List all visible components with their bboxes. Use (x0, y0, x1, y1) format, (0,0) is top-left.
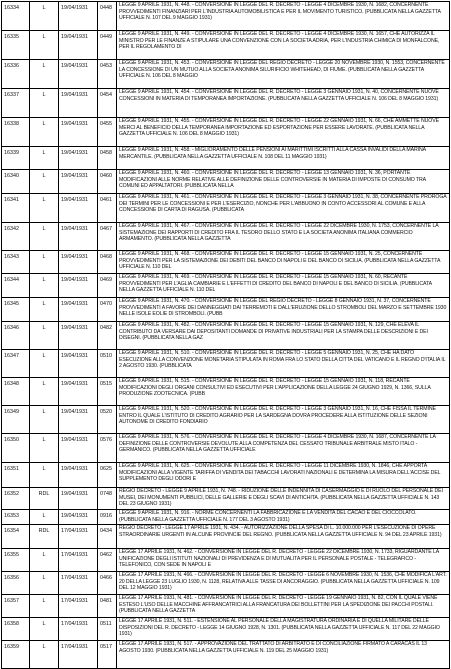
act-date: 19/04/1931 (59, 2, 98, 31)
act-description: REGIO DECRETO - LEGGE 9 APRILE 1931, N. 748. - RIDUZIONE DELLE INDENNITA DI CASERMAGGIO E DI RUOLO DEL PERSONALE DEI MUSEI, DEI MONUMENTI PUBBLICI, DELLE GALLERIE E DEGLI SCAVI DI ANTICHITA. (PUBBLICATA NELLA GAZZETTA UFFICIALE N. 143 DEL 23 GIUGNO 1931) (117, 488, 450, 510)
act-type: L (30, 89, 59, 118)
act-code: 0520 (98, 406, 117, 434)
act-description: LEGGE 9 APRILE 1931, N. 625. - CONVERSIONE IN LEGGE DEL R. DECRETO - LEGGE 11 DICEMBRE 1930, N. 1846, CHE APPORTA MODIFICAZIONI ALLA VIGENTE TARIFFA DI VENDITA DEI TABACCHI LAVORATI NAZIONALI E DETERMINA LA MISURA DELL'ACCISE DEL SUPPLEMENTO DEGLI ODORI E (117, 463, 450, 488)
table-row (2, 618, 450, 641)
act-type: L (30, 60, 59, 89)
table-row (2, 549, 450, 572)
act-description: LEGGE 9 APRILE 1931, N. 469. - CONVERSIONE IN LEGGE DEL R. DECRETO - LEGGE 15 GENNAIO 1931, N. 60, RECANTE PROVVEDIMENTI PER L'AGLIA CAMBIARIE E L'EFFETTI DI CREDITO DEL BANCO DI NAPOLI E DEL BANCO DI SICILIA. (PUBBLICATA NELLA GAZZETTA UFFICIALE N. 110 DEL (117, 274, 450, 298)
act-type: L (30, 434, 59, 463)
record-number: 16343 (2, 251, 30, 274)
act-date: 17/04/1931 (59, 641, 98, 669)
act-description: LEGGE 9 APRILE 1931, N. 460. - CONVERSIONE IN LEGGE DEL R. DECRETO - LEGGE 13 GENNAIO 1931, N. 36, PORTANTE MODIFICAZIONI ALLE NORME RELATIVE ALLE DEFINIZIONE DELLE CONTROVERSIE IN MATERIA DI IMPOSTE DI CONSUMO TRA COMUNI ED APPALTATORI. (PUBBLICATA NELLA (117, 170, 450, 194)
record-number: 16335 (2, 31, 30, 60)
table-row (2, 31, 450, 60)
record-number: 16356 (2, 572, 30, 595)
record-number: 16355 (2, 549, 30, 572)
act-date: 17/04/1931 (59, 595, 98, 618)
act-type: L (30, 274, 59, 298)
act-date: 19/04/1931 (59, 118, 98, 147)
act-code: 0462 (98, 549, 117, 572)
record-number: 16346 (2, 322, 30, 350)
act-type: L (30, 641, 59, 669)
act-code: 0455 (98, 118, 117, 147)
table-row (2, 274, 450, 298)
record-number: 16358 (2, 618, 30, 641)
act-description: LEGGE 9 APRILE 1931, N. 520. - CONVERSIONE IN LEGGE DEL R. DECRETO - LEGGE 3 GENNAIO 1931, N. 16, CHE FISSA IL TERMINE ENTRO IL QUALE L'ISTITUTO DI CREDITO AGRARIO PER LA SARDEGNA DOVRA PROCEDERE ALLA ISTITUZIONE DELLE SEZIONI AUTONOME DI CREDITO FONDIARIO (117, 406, 450, 434)
act-type: RDL (30, 488, 59, 510)
act-code: 0453 (98, 60, 117, 89)
record-number: 16341 (2, 194, 30, 223)
act-date: 19/04/1931 (59, 274, 98, 298)
act-date: 19/04/1931 (59, 434, 98, 463)
record-number: 16350 (2, 434, 30, 463)
act-date: 19/04/1931 (59, 31, 98, 60)
act-code: 0515 (98, 378, 117, 406)
act-type: RDL (30, 525, 59, 549)
act-date: 17/04/1931 (59, 618, 98, 641)
act-code: 0517 (98, 641, 117, 669)
act-description: LEGGE 17 APRILE 1931, N. 517. - APPROVAZIONE DEL TRATTATO DI ARBITRATO E DI CONCILIAZIONE FIRMATO A CARACAS IL 13 AGOSTO 1930. (PUBBLICATA NELLA GAZZETTA UFFICIALE N. 119 DEL 25 MAGGIO 1931) (117, 641, 450, 669)
act-date: 19/04/1931 (59, 463, 98, 488)
act-date: 19/04/1931 (59, 350, 98, 378)
record-number: 16348 (2, 378, 30, 406)
act-code: 0482 (98, 322, 117, 350)
record-number: 16345 (2, 298, 30, 322)
act-description: LEGGE 9 APRILE 1931, N. 515. - CONVERSIONE IN LEGGE DEL R. DECRETO - LEGGE 15 GENNAIO 1931, N. 118, RECANTE MODIFICAZIONI DEGLI ORGANI CONSULTIVI ED ESECUTIVI PER L'APPLICAZIONE DELLA LEGGE 24 GIUGNO 1929, N. 1366, SULLA PRODUZIONE ZOOTECNICA. (PUBB (117, 378, 450, 406)
table-body (2, 2, 450, 669)
act-code: 0448 (98, 2, 117, 31)
act-date: 17/04/1931 (59, 549, 98, 572)
act-description: LEGGE 9 APRILE 1931, N. 461. - CONVERSIONE IN LEGGE DEL R. DECRETO - LEGGE 3 GENNAIO 1931, N. 38, CONCERNENTE PROROGA DEI TERMINI PER LE CONCESSIONI E PER L'ESERCIZIO, NONCHE PER L'ABBUONO IN CONTO ACCESSORI AL COMUNE E ALLA CONCESSIONE DI CARTA DI RAGUSA. (PUBBLICATA (117, 194, 450, 223)
record-number: 16353 (2, 510, 30, 525)
act-code: 0481 (98, 595, 117, 618)
record-number: 16352 (2, 488, 30, 510)
act-description: LEGGE 9 APRILE 1931, N. 454. - CONVERSIONE IN LEGGE DEL R. DECRETO - LEGGE 3 GENNAIO 1931, N. 40, CONCERNENTE NUOVE CONCESSIONI IN MATERIA DI TEMPORANEA IMPORTAZIONE. (PUBBLICATA NELLA GAZZETTA UFFICIALE N. 106 DEL 8 MAGGIO 1931) (117, 89, 450, 118)
act-date: 19/04/1931 (59, 298, 98, 322)
act-description: REGIO DECRETO - LEGGE 17 APRILE 1931, N. 434. - AUTORIZZAZIONE DELLA SPESA DI L. 10.000.000 PER L'ESECUZIONE DI OPERE STRAORDINARIE URGENTI IN ALCUNE PROVINCIE DEL REGNO. (PUBBLICATA NELLA GAZZETTA UFFICIALE N. 94 DEL 23 APRILE 1931) (117, 525, 450, 549)
act-date: 19/04/1931 (59, 89, 98, 118)
table-row (2, 510, 450, 525)
act-description: LEGGE 9 APRILE 1931, N. 510. - CONVERSIONE IN LEGGE DEL R. DECRETO - LEGGE 5 GENNAIO 1931, N. 25, CHE HA DATO ESECUZIONE ALLA CONVENZIONE MONETARIA STIPULATA IN ROMA FRA LO STATO DELLA CITTA DEL VATICANO E IL REGNO D'ITALIA IL 2 AGOSTO 1930. (PUBBLICATA (117, 350, 450, 378)
table-row (2, 223, 450, 251)
table-row (2, 170, 450, 194)
act-description: LEGGE 9 APRILE 1931, N. 453. - CONVERSIONE IN LEGGE DEL REGIO DECRETO - LEGGE 20 NOVEMBRE 1930, N. 1553, CONCERNENTE LA CONCESSIONE DI UN MUTUO ALLA SOCIETA ANONIMA SILURIFICIO WHITEHEAD, DI FIUME. (PUBBLICATA NELLA GAZZETTA UFFICIALE N. 106 DEL 8 MAGGIO (117, 60, 450, 89)
act-date: 19/04/1931 (59, 194, 98, 223)
act-type: L (30, 251, 59, 274)
table-row (2, 2, 450, 31)
act-code: 0468 (98, 251, 117, 274)
act-description: LEGGE 9 APRILE 1931, N. 916. - NORME CONCERNENTI LA FABBRICAZIONE E LA VENDITA DEL CACAO E DEL CIOCCOLATO. (PUBBLICATA NELLA GAZZETTA UFFICIALE N. 177 DEL 3 AGOSTO 1931) (117, 510, 450, 525)
table-row (2, 60, 450, 89)
table-row (2, 378, 450, 406)
act-type: L (30, 298, 59, 322)
act-type: L (30, 147, 59, 170)
act-type: L (30, 31, 59, 60)
act-description: LEGGE 17 APRILE 1931, N. 511. - ESTENSIONE AL PERSONALE DELLA MAGISTRATURA ORDINARIA E DI QUELLA MILITARE DELLE DISPOSIZIONI DEL R. DECRETO - LEGGE 14 GIUGNO 1928, N. 1301. (PUBBLICATA NELLA GAZZETTA UFFICIALE N. 117 DEL 22 MAGGIO 1931) (117, 618, 450, 641)
act-description: LEGGE 9 APRILE 1931, N. 470. - CONVERSIONE IN LEGGE DEL REGIO DECRETO - LEGGE 8 GENNAIO 1931, N. 37, CONCERNENTE PROVVEDIMENTI A FAVORE DEI DANNEGGIATI DAI TERREMOTI E DALL'ERUZIONE DELLO STROMBOLI DEL MARZO E SETTEMBRE 1930 NELLE ISOLE EOLIE DI STROMBOLI. (PUBB (117, 298, 450, 322)
record-number: 16340 (2, 170, 30, 194)
act-date: 19/04/1931 (59, 147, 98, 170)
act-type: L (30, 572, 59, 595)
act-type: L (30, 406, 59, 434)
record-number: 16351 (2, 463, 30, 488)
act-date: 19/04/1931 (59, 510, 98, 525)
record-number: 16336 (2, 60, 30, 89)
act-code: 0916 (98, 510, 117, 525)
act-description: LEGGE 9 APRILE 1931, N. 455. - CONVERSIONE IN LEGGE DEL R. DECRETO - LEGGE 22 GENNAIO 1931, N. 66, CHE AMMETTE NUOVE MERCI AL BENEFICIO DELLA TEMPORANEA IMPORTAZIONE ED ESPORTAZIONE PER ESSERE LAVORATE. (PUBBLICATA NELLA GAZZETTA UFFICIALE N. 106 DEL 8 MAGGIO 1931) (117, 118, 450, 147)
act-code: 0510 (98, 350, 117, 378)
act-description: LEGGE 17 APRILE 1931, N. 462. - CONVERSIONE IN LEGGE DEL R. DECRETO - LEGGE 22 DICEMBRE 1930, N. 1733, RIGUARDANTE LA UNIFICAZIONE DEGLI ISTITUTI NAZIONALI DI PREVIDENZA E DI MUTUALITA PER IL PERSONALE POSTALE - TELEGRAFICO - TELEFONICO, CON SEDE IN NAPOLI E (117, 549, 450, 572)
act-date: 19/04/1931 (59, 322, 98, 350)
act-code: 0625 (98, 463, 117, 488)
act-type: L (30, 322, 59, 350)
legislation-index-table (1, 1, 450, 669)
record-number: 16337 (2, 89, 30, 118)
act-description: LEGGE 17 APRILE 1931, N. 466. - CONVERSIONE IN LEGGE DEL R. DECRETO - LEGGE 6 NOVEMBRE 1930, N. 1536, CHE MODIFICA L'ART. 20 DELLA LEGGE 23 LUGLIO 1930, N. 1128, RELATIVA ALLE TASSE DI ANCORAGGIO. (PUBBLICATA NELLA GAZZETTA UFFICIALE N. 109 DEL 12 MAGGIO 1931) (117, 572, 450, 595)
act-code: 0460 (98, 170, 117, 194)
record-number: 16339 (2, 147, 30, 170)
act-date: 19/04/1931 (59, 378, 98, 406)
record-number: 16334 (2, 2, 30, 31)
table-row (2, 406, 450, 434)
act-code: 0461 (98, 194, 117, 223)
act-code: 0449 (98, 31, 117, 60)
record-number: 16347 (2, 350, 30, 378)
table-row (2, 194, 450, 223)
act-code: 0511 (98, 618, 117, 641)
act-type: L (30, 618, 59, 641)
act-code: 0467 (98, 223, 117, 251)
table-row (2, 118, 450, 147)
table-row (2, 251, 450, 274)
act-description: LEGGE 17 APRILE 1931, N. 481. - CONVERSIONE IN LEGGE DEL R. DECRETO - LEGGE 19 GENNAIO 1931, N. 82, CON IL QUALE VIENE ESTESO L'USO DELLE MACCHINE AFFRANCATRICI ALLA FRANCATURA DEI BOLLETTINI PER LA SPEDIZIONE DEI PACCHI POSTALI. (PUBBLICATA NELLA GAZZETTA (117, 595, 450, 618)
act-description: LEGGE 9 APRILE 1931, N. 576. - CONVERSIONE IN LEGGE DEL R. DECRETO - LEGGE 4 DICEMBRE 1930, N. 1687, CONCERNENTE LA DEFINIZIONE DELLE CONTROVERSIE DEVOLUTE ALLA COMPETENZA DEL CESSATO TRIBUNALE ARBITRALE MISTO ITALO - GERMANICO. (PUBBLICATA NELLA GAZZETTA UFFICIALE (117, 434, 450, 463)
act-date: 19/04/1931 (59, 223, 98, 251)
table-row (2, 89, 450, 118)
act-type: L (30, 118, 59, 147)
table-row (2, 572, 450, 595)
act-date: 19/04/1931 (59, 60, 98, 89)
table-row (2, 322, 450, 350)
act-code: 0454 (98, 89, 117, 118)
table-row (2, 488, 450, 510)
act-type: L (30, 2, 59, 31)
act-code: 0458 (98, 147, 117, 170)
record-number: 16354 (2, 525, 30, 549)
table-row (2, 641, 450, 669)
act-type: L (30, 350, 59, 378)
table-row (2, 298, 450, 322)
act-type: L (30, 510, 59, 525)
act-type: L (30, 463, 59, 488)
act-type: L (30, 549, 59, 572)
act-description: LEGGE 9 APRILE 1931, N. 448. - CONVERSIONE IN LEGGE DEL R. DECRETO - LEGGE 4 DICEMBRE 1930, N. 1682, CONCERNENTE PROVVEDIMENTI FINANZIARI PER L'INDUSTRIA AUTOMOBILISTICA E PER IL MOVIMENTO TURISTICO. (PUBBLICATA NELLA GAZZETTA UFFICIALE N. 107 DEL 9 MAGGIO 1931) (117, 2, 450, 31)
act-description: LEGGE 9 APRILE 1931, N. 449. - CONVERSIONE IN LEGGE DEL R. DECRETO - LEGGE 4 DICEMBRE 1930, N. 1657, CHE AUTORIZZA IL MINISTRO PER LE FINANZE A STIPULARE UNA CONVENZIONE CON LA SOCIETA ADRIA, PER L'INDUSTRIA CHIMICA DI MONFALCONE, PER IL REGOLAMENTO DI (117, 31, 450, 60)
table-row (2, 463, 450, 488)
act-code: 0469 (98, 274, 117, 298)
act-date: 17/04/1931 (59, 525, 98, 549)
record-number: 16338 (2, 118, 30, 147)
act-code: 0434 (98, 525, 117, 549)
record-number: 16342 (2, 223, 30, 251)
act-description: LEGGE 9 APRILE 1931, N. 468. - CONVERSIONE IN LEGGE DEL R. DECRETO - LEGGE 15 GENNAIO 1931, N. 25, CONCERNENTE PROVVEDIMENTI PER LA SISTEMAZIONE DEI DEBITI DEL BANCO DI NAPOLI E DEL BANCO DI SICILIA. (PUBBLICATA NELLA GAZZETTA UFFICIALE N. 110 DEL (117, 251, 450, 274)
act-date: 19/04/1931 (59, 170, 98, 194)
table-row (2, 595, 450, 618)
act-code: 0748 (98, 488, 117, 510)
record-number: 16359 (2, 641, 30, 669)
act-date: 17/04/1931 (59, 572, 98, 595)
act-date: 19/04/1931 (59, 251, 98, 274)
act-description: LEGGE 9 APRILE 1931, N. 482. - CONVERSIONE IN LEGGE DEL R. DECRETO - LEGGE 15 GENNAIO 1931, N. 129, CHE ELEVA IL CONTRIBUTO DA VERSARE DAI DEPOSITANTI DOMANDE DI PRIVATIVE INDUSTRIALI PER LA STAMPA DELLE DESCRIZIONI E DEI DISEGNI. (PUBBLICATA NELLA GAZ (117, 322, 450, 350)
act-type: L (30, 378, 59, 406)
act-code: 0576 (98, 434, 117, 463)
act-date: 19/04/1931 (59, 488, 98, 510)
act-description: LEGGE 9 APRILE 1931, N. 467. - CONVERSIONE IN LEGGE DEL R. DECRETO - LEGGE 22 DICEMBRE 1930, N. 1753, CONCERNENTE LA SISTEMAZIONE DEI RAPPORTI DI CREDITO FRA IL TESORO DELLO STATO E LA SOCIETA ANONIMA ITALIANA COMMERCIO ARMAMENTO. (PUBBLICATA NELLA GAZZETTA (117, 223, 450, 251)
act-description: LEGGE 9 APRILE 1931, N. 458. - MIGLIORAMENTO DELLE PENSIONI AI MARITTIMI ISCRITTI ALLA CASSA INVALIDI DELLA MARINA MERCANTILE. (PUBBLICATA NELLA GAZZETTA UFFICIALE N. 108 DEL 11 MAGGIO 1931) (117, 147, 450, 170)
act-type: L (30, 170, 59, 194)
record-number: 16357 (2, 595, 30, 618)
table-row (2, 525, 450, 549)
act-type: L (30, 223, 59, 251)
table-row (2, 350, 450, 378)
record-number: 16344 (2, 274, 30, 298)
table-row (2, 147, 450, 170)
act-type: L (30, 194, 59, 223)
table-row (2, 434, 450, 463)
act-code: 0466 (98, 572, 117, 595)
record-number: 16349 (2, 406, 30, 434)
act-type: L (30, 595, 59, 618)
act-code: 0470 (98, 298, 117, 322)
act-date: 19/04/1931 (59, 406, 98, 434)
